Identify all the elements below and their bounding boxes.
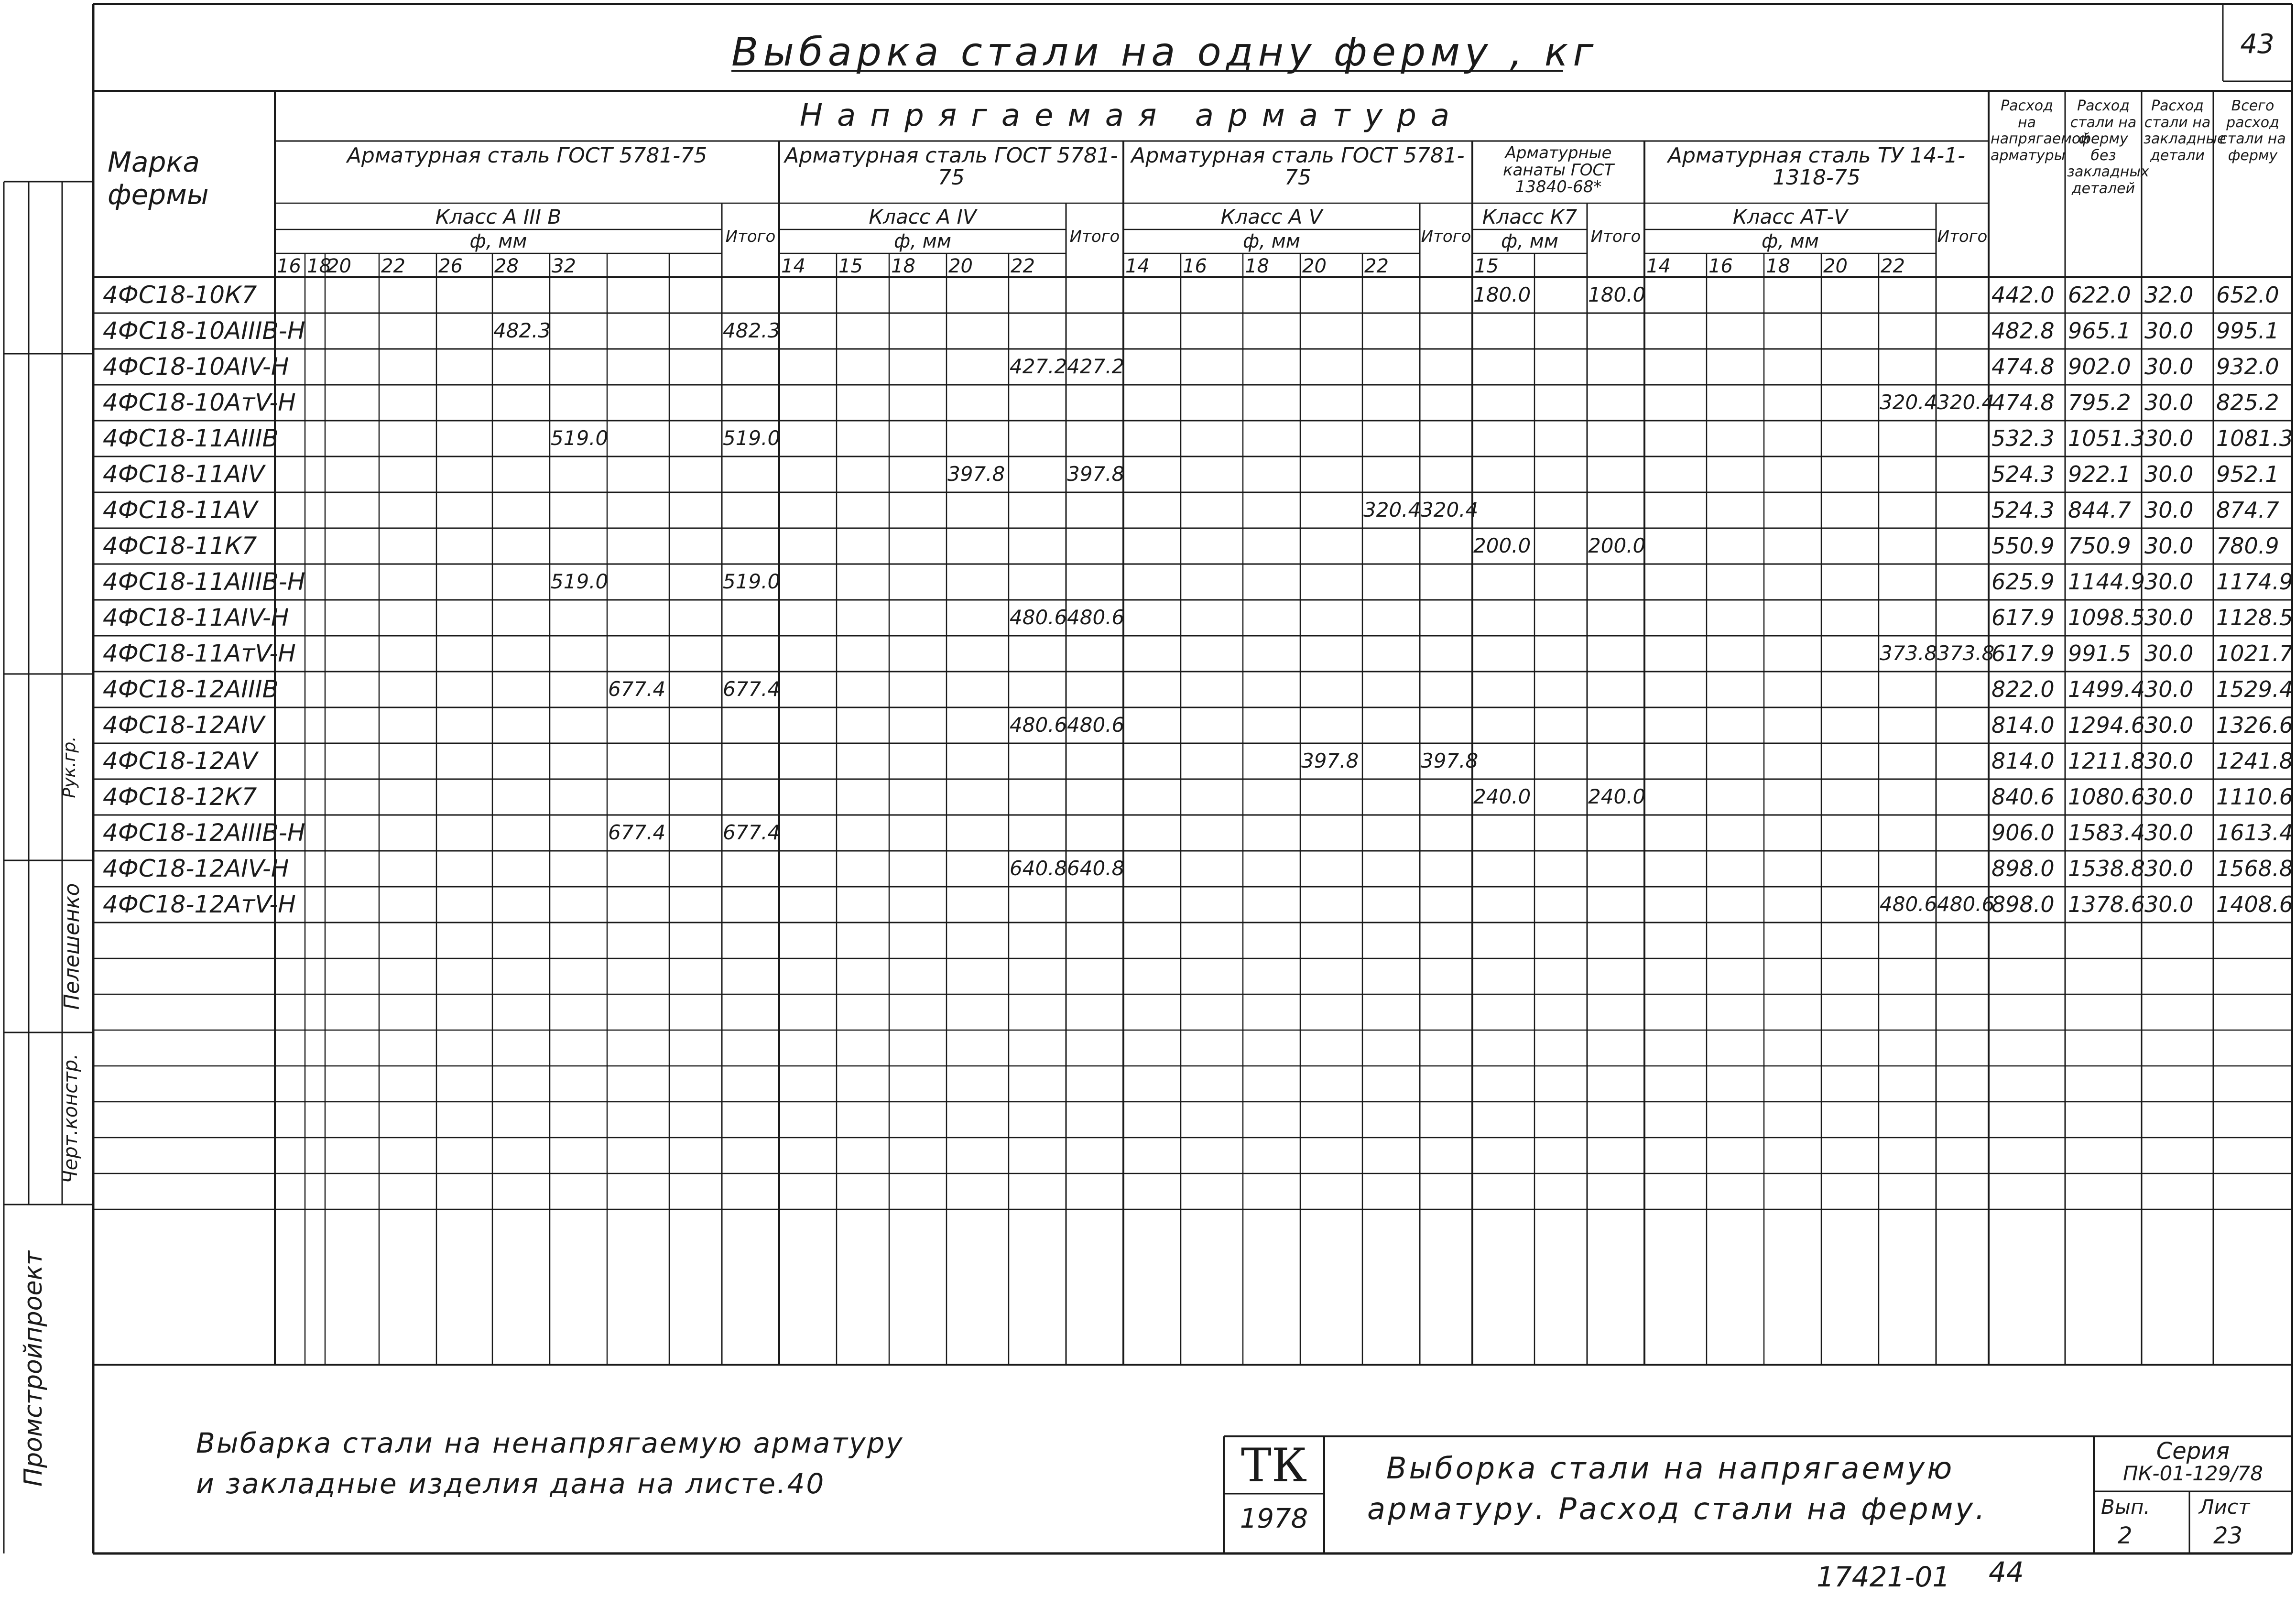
summary-1-12: 1294.6 xyxy=(2068,712,2145,738)
summary-2-4: 30.0 xyxy=(2144,425,2194,451)
doc-page: 44 xyxy=(1989,1556,2024,1588)
diam-header-a3-5: 28 xyxy=(494,255,519,277)
cell-at_22-17: 480.6 xyxy=(1880,892,1937,916)
stamp-year: 1978 xyxy=(1240,1503,1308,1534)
cell-at_tot-17: 480.6 xyxy=(1937,892,1995,916)
summary-0-5: 524.3 xyxy=(1991,461,2055,487)
summary-3-5: 952.1 xyxy=(2216,461,2279,487)
cell-a3_26-1: 482.3 xyxy=(493,319,551,342)
summary-2-2: 30.0 xyxy=(2144,354,2194,380)
group-diam-label-at: ф, мм xyxy=(1762,230,1819,252)
cell-a4_tot-5: 397.8 xyxy=(1067,462,1125,486)
summary-1-7: 750.9 xyxy=(2068,533,2131,559)
cell-a3_28-8: 519.0 xyxy=(551,570,609,593)
summary-2-14: 30.0 xyxy=(2144,784,2194,810)
summary-1-8: 1144.9 xyxy=(2068,569,2145,595)
cell-k7_tot-0: 180.0 xyxy=(1588,283,1646,306)
summary-0-8: 625.9 xyxy=(1991,569,2055,595)
row-mark-14: 4ФС18-12К7 xyxy=(103,783,257,811)
summary-2-3: 30.0 xyxy=(2144,390,2194,415)
diam-header-a5-1: 16 xyxy=(1183,255,1207,277)
cell-k7_tot-14: 240.0 xyxy=(1588,785,1646,808)
cell-a3_tot-11: 677.4 xyxy=(723,677,781,701)
row-mark-6: 4ФС18-11АV xyxy=(103,496,258,524)
group-diam-label-k7: ф, мм xyxy=(1501,230,1558,252)
diam-header-a5-2: 18 xyxy=(1245,255,1269,277)
group-diam-label-a4: ф, мм xyxy=(894,230,951,252)
sheet-description-line1: Выборка стали на напрягаемую xyxy=(1386,1451,1955,1486)
summary-0-9: 617.9 xyxy=(1991,605,2055,630)
prestressed-header: Напрягаемая арматура xyxy=(799,98,1464,133)
summary-2-12: 30.0 xyxy=(2144,712,2194,738)
summary-0-10: 617.9 xyxy=(1991,641,2055,666)
footer-note-line1: Выбарка стали на ненапрягаемую арматуру xyxy=(196,1427,904,1459)
summary-1-14: 1080.6 xyxy=(2068,784,2145,810)
issue-value: 2 xyxy=(2118,1522,2133,1549)
summary-1-11: 1499.4 xyxy=(2068,676,2145,702)
row-mark-3: 4ФС18-10АтV-Н xyxy=(103,389,296,416)
summary-1-1: 965.1 xyxy=(2068,318,2131,344)
group-class-at: Класс АТ-V xyxy=(1732,205,1848,228)
group-title-k7: Арматурные канаты ГОСТ 13840-68* xyxy=(1502,143,1614,197)
summary-2-16: 30.0 xyxy=(2144,856,2194,881)
diam-header-a4-3: 20 xyxy=(948,255,973,277)
diam-header-k7-0: 15 xyxy=(1474,255,1499,277)
summary-0-11: 822.0 xyxy=(1991,676,2055,702)
cell-at_22-10: 373.8 xyxy=(1880,641,1937,665)
cell-a3_32-15: 677.4 xyxy=(608,821,666,844)
summary-2-6: 30.0 xyxy=(2144,497,2194,523)
summary-2-17: 30.0 xyxy=(2144,891,2194,917)
row-mark-9: 4ФС18-11АIV-Н xyxy=(103,604,289,631)
group-total-label-a4: Итого xyxy=(1069,227,1120,246)
cell-a3_32-11: 677.4 xyxy=(608,677,666,701)
doc-number: 17421-01 xyxy=(1817,1561,1950,1593)
summary-1-15: 1583.4 xyxy=(2068,820,2145,846)
summary-0-13: 814.0 xyxy=(1991,748,2055,774)
diam-header-a4-0: 14 xyxy=(781,255,805,277)
cell-at_22-3: 320.4 xyxy=(1880,391,1937,414)
diam-header-at-4: 22 xyxy=(1881,255,1905,277)
side-role: Черт.констр. xyxy=(60,1053,82,1184)
group-total-label-k7: Итого xyxy=(1590,227,1641,246)
summary-2-15: 30.0 xyxy=(2144,820,2194,846)
summary-3-17: 1408.6 xyxy=(2216,891,2293,917)
summary-1-5: 922.1 xyxy=(2068,461,2131,487)
summary-header-0: Расход на напрягаемой арматуры xyxy=(1991,98,2090,164)
group-class-a4: Класс А IV xyxy=(869,205,977,228)
summary-3-11: 1529.4 xyxy=(2216,676,2293,702)
cell-a3_tot-8: 519.0 xyxy=(723,570,781,593)
summary-2-7: 30.0 xyxy=(2144,533,2194,559)
sheet-value: 23 xyxy=(2213,1522,2243,1549)
summary-3-9: 1128.5 xyxy=(2216,605,2293,630)
summary-3-0: 652.0 xyxy=(2216,282,2279,308)
row-mark-4: 4ФС18-11АIIIВ xyxy=(103,424,279,452)
group-title-a3: Арматурная сталь ГОСТ 5781-75 xyxy=(347,143,707,168)
summary-2-8: 30.0 xyxy=(2144,569,2194,595)
diam-header-at-3: 20 xyxy=(1823,255,1848,277)
summary-3-2: 932.0 xyxy=(2216,354,2279,380)
summary-3-6: 874.7 xyxy=(2216,497,2279,523)
diam-header-a4-2: 18 xyxy=(891,255,915,277)
diam-header-a4-1: 15 xyxy=(838,255,863,277)
summary-0-16: 898.0 xyxy=(1991,856,2055,881)
summary-1-10: 991.5 xyxy=(2068,641,2131,666)
cell-k7_15-14: 240.0 xyxy=(1473,785,1531,808)
diam-header-a3-0: 16 xyxy=(277,255,301,277)
group-total-label-at: Итого xyxy=(1937,227,1988,246)
summary-3-12: 1326.6 xyxy=(2216,712,2293,738)
stamp-tk: ТК xyxy=(1240,1439,1307,1492)
footer-note-line2: и закладные изделия дана на листе.40 xyxy=(196,1467,826,1500)
sheet-description-line2: арматуру. Расход стали на ферму. xyxy=(1367,1491,1987,1526)
row-mark-1: 4ФС18-10АIIIВ-Н xyxy=(103,317,305,345)
group-total-label-a5: Итого xyxy=(1421,227,1471,246)
series-label: Серия xyxy=(2156,1438,2230,1465)
group-title-a4: Арматурная сталь ГОСТ 5781-75 xyxy=(784,143,1118,190)
cell-at_tot-10: 373.8 xyxy=(1937,641,1995,665)
summary-1-3: 795.2 xyxy=(2068,390,2131,415)
row-mark-2: 4ФС18-10АIV-Н xyxy=(103,353,289,380)
summary-3-1: 995.1 xyxy=(2216,318,2279,344)
sheet-label: Лист xyxy=(2199,1495,2250,1519)
diam-header-at-0: 14 xyxy=(1646,255,1671,277)
summary-2-11: 30.0 xyxy=(2144,676,2194,702)
issue-label: Вып. xyxy=(2101,1495,2150,1519)
diam-header-a3-1: 18 xyxy=(307,255,331,277)
cell-a4_20-5: 397.8 xyxy=(947,462,1005,486)
side-name: Пелешенко xyxy=(60,883,84,1010)
cell-at_tot-3: 320.4 xyxy=(1937,391,1995,414)
summary-3-7: 780.9 xyxy=(2216,533,2279,559)
summary-0-4: 532.3 xyxy=(1991,425,2055,451)
cell-k7_15-7: 200.0 xyxy=(1473,534,1531,557)
cell-a3_tot-1: 482.3 xyxy=(723,319,781,342)
diam-header-at-2: 18 xyxy=(1766,255,1790,277)
summary-3-3: 825.2 xyxy=(2216,390,2279,415)
cell-a4_22-2: 427.2 xyxy=(1010,355,1067,378)
series-value: ПК-01-129/78 xyxy=(2123,1462,2263,1485)
row-mark-12: 4ФС18-12АIV xyxy=(103,711,265,739)
summary-0-0: 442.0 xyxy=(1991,282,2055,308)
group-title-a5: Арматурная сталь ГОСТ 5781-75 xyxy=(1131,143,1465,190)
cell-a5_tot-6: 320.4 xyxy=(1421,498,1479,521)
row-mark-0: 4ФС18-10К7 xyxy=(103,281,257,309)
summary-1-0: 622.0 xyxy=(2068,282,2131,308)
summary-1-13: 1211.8 xyxy=(2068,748,2145,774)
group-total-label-a3: Итого xyxy=(725,227,776,246)
summary-3-13: 1241.8 xyxy=(2216,748,2293,774)
summary-header-3: Всего расход стали на ферму xyxy=(2220,98,2286,164)
summary-2-0: 32.0 xyxy=(2144,282,2194,308)
summary-3-14: 1110.6 xyxy=(2216,784,2293,810)
diam-header-a3-6: 32 xyxy=(552,255,576,277)
cell-a4_tot-2: 427.2 xyxy=(1067,355,1125,378)
summary-header-2: Расход стали на закладные детали xyxy=(2144,98,2226,164)
group-class-a3: Класс А III В xyxy=(435,205,562,228)
cell-a4_tot-12: 480.6 xyxy=(1067,713,1125,737)
cell-a4_tot-16: 640.8 xyxy=(1067,857,1125,880)
diam-header-a3-2: 20 xyxy=(327,255,351,277)
diam-header-a4-4: 22 xyxy=(1011,255,1035,277)
row-mark-7: 4ФС18-11К7 xyxy=(103,532,257,560)
row-mark-8: 4ФС18-11АIIIВ-Н xyxy=(103,568,305,596)
cell-k7_15-0: 180.0 xyxy=(1473,283,1531,306)
cell-a3_tot-15: 677.4 xyxy=(723,821,781,844)
summary-2-13: 30.0 xyxy=(2144,748,2194,774)
diam-header-a3-4: 26 xyxy=(438,255,463,277)
cell-a4_22-16: 640.8 xyxy=(1010,857,1067,880)
row-mark-15: 4ФС18-12АIIIВ-Н xyxy=(103,819,305,847)
summary-0-15: 906.0 xyxy=(1991,820,2055,846)
summary-2-5: 30.0 xyxy=(2144,461,2194,487)
group-diam-label-a3: ф, мм xyxy=(469,230,527,252)
summary-0-2: 474.8 xyxy=(1991,354,2055,380)
cell-a4_22-12: 480.6 xyxy=(1010,713,1067,737)
group-diam-label-a5: ф, мм xyxy=(1243,230,1300,252)
cell-a4_tot-9: 480.6 xyxy=(1067,606,1125,629)
side-sign: Рук.гр. xyxy=(60,736,79,798)
cell-a5_tot-13: 397.8 xyxy=(1421,749,1479,772)
row-mark-11: 4ФС18-12АIIIВ xyxy=(103,675,279,703)
summary-2-1: 30.0 xyxy=(2144,318,2194,344)
summary-3-15: 1613.4 xyxy=(2216,820,2293,846)
summary-3-4: 1081.3 xyxy=(2216,425,2293,451)
summary-0-14: 840.6 xyxy=(1991,784,2055,810)
row-mark-5: 4ФС18-11АIV xyxy=(103,460,265,488)
diam-header-a3-3: 22 xyxy=(381,255,405,277)
summary-2-10: 30.0 xyxy=(2144,641,2194,666)
summary-3-10: 1021.7 xyxy=(2216,641,2293,666)
side-org: Промстройпроект xyxy=(19,1250,48,1487)
summary-1-17: 1378.6 xyxy=(2068,891,2145,917)
summary-0-7: 550.9 xyxy=(1991,533,2055,559)
summary-1-9: 1098.5 xyxy=(2068,605,2145,630)
summary-0-3: 474.8 xyxy=(1991,390,2055,415)
summary-0-12: 814.0 xyxy=(1991,712,2055,738)
summary-header-1: Расход стали на ферму без закладных деталей xyxy=(2067,98,2149,197)
summary-0-6: 524.3 xyxy=(1991,497,2055,523)
group-class-k7: Класс К7 xyxy=(1482,205,1578,228)
summary-1-16: 1538.8 xyxy=(2068,856,2145,881)
summary-2-9: 30.0 xyxy=(2144,605,2194,630)
summary-0-17: 898.0 xyxy=(1991,891,2055,917)
row-mark-10: 4ФС18-11АтV-Н xyxy=(103,640,296,667)
column-header-mark: Марка фермы xyxy=(108,146,209,211)
diam-header-a5-4: 22 xyxy=(1364,255,1389,277)
cell-k7_tot-7: 200.0 xyxy=(1588,534,1646,557)
group-class-a5: Класс А V xyxy=(1220,205,1323,228)
page-title: Выбарка стали на одну ферму , кг xyxy=(731,30,1599,75)
cell-a5_20-13: 397.8 xyxy=(1301,749,1359,772)
cell-a4_22-9: 480.6 xyxy=(1010,606,1067,629)
summary-3-16: 1568.8 xyxy=(2216,856,2293,881)
cell-a5_22-6: 320.4 xyxy=(1363,498,1421,521)
diam-header-a5-0: 14 xyxy=(1125,255,1150,277)
summary-1-6: 844.7 xyxy=(2068,497,2131,523)
cell-a3_tot-4: 519.0 xyxy=(723,426,781,450)
row-mark-16: 4ФС18-12АIV-Н xyxy=(103,855,289,882)
group-title-at: Арматурная сталь ТУ 14-1-1318-75 xyxy=(1667,143,1966,190)
summary-1-4: 1051.3 xyxy=(2068,425,2145,451)
row-mark-17: 4ФС18-12АтV-Н xyxy=(103,890,296,918)
summary-3-8: 1174.9 xyxy=(2216,569,2293,595)
row-mark-13: 4ФС18-12АV xyxy=(103,747,258,775)
page-number: 43 xyxy=(2240,29,2274,60)
cell-a3_28-4: 519.0 xyxy=(551,426,609,450)
summary-0-1: 482.8 xyxy=(1991,318,2055,344)
diam-header-a5-3: 20 xyxy=(1302,255,1327,277)
summary-1-2: 902.0 xyxy=(2068,354,2131,380)
diam-header-at-1: 16 xyxy=(1708,255,1733,277)
